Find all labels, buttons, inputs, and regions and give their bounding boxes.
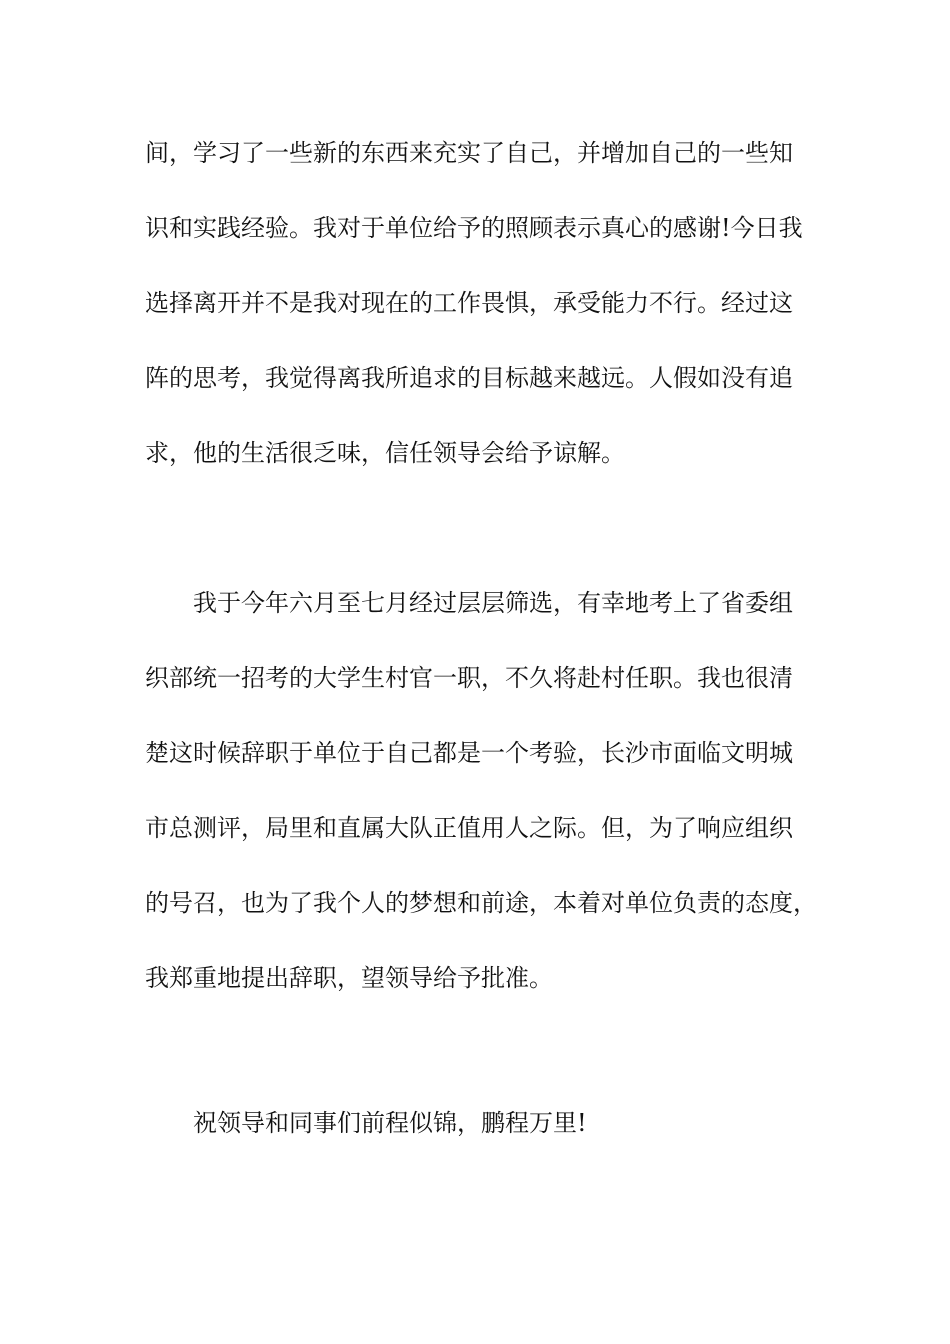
paragraph-closing-wishes xyxy=(145,1086,835,1161)
text-line: 求，他的生活很乏味，信任领导会给予谅解。 xyxy=(145,439,625,467)
text-line: 楚这时候辞职于单位于自己都是一个考验，长沙市面临文明城 xyxy=(145,739,793,767)
text-line: 市总测评，局里和直属大队正值用人之际。但，为了响应组织 xyxy=(145,814,793,842)
paragraph-continuation xyxy=(145,116,835,491)
text-line: 识和实践经验。我对于单位给予的照顾表示真心的感谢!今日我 xyxy=(145,214,803,242)
text-line: 阵的思考，我觉得离我所追求的目标越来越远。人假如没有追 xyxy=(145,364,793,392)
text-line: 我于今年六月至七月经过层层筛选，有幸地考上了省委组 xyxy=(193,589,793,617)
text-line: 祝领导和同事们前程似锦，鹏程万里! xyxy=(193,1109,587,1137)
text-line: 我郑重地提出辞职，望领导给予批准。 xyxy=(145,964,553,992)
paragraph-resignation-reason xyxy=(145,566,835,1016)
text-line: 选择离开并不是我对现在的工作畏惧，承受能力不行。经过这 xyxy=(145,289,793,317)
text-line: 织部统一招考的大学生村官一职，不久将赴村任职。我也很清 xyxy=(145,664,793,692)
text-line: 的号召，也为了我个人的梦想和前途，本着对单位负责的态度， xyxy=(145,889,817,917)
text-line: 间，学习了一些新的东西来充实了自己，并增加自己的一些知 xyxy=(145,139,793,167)
